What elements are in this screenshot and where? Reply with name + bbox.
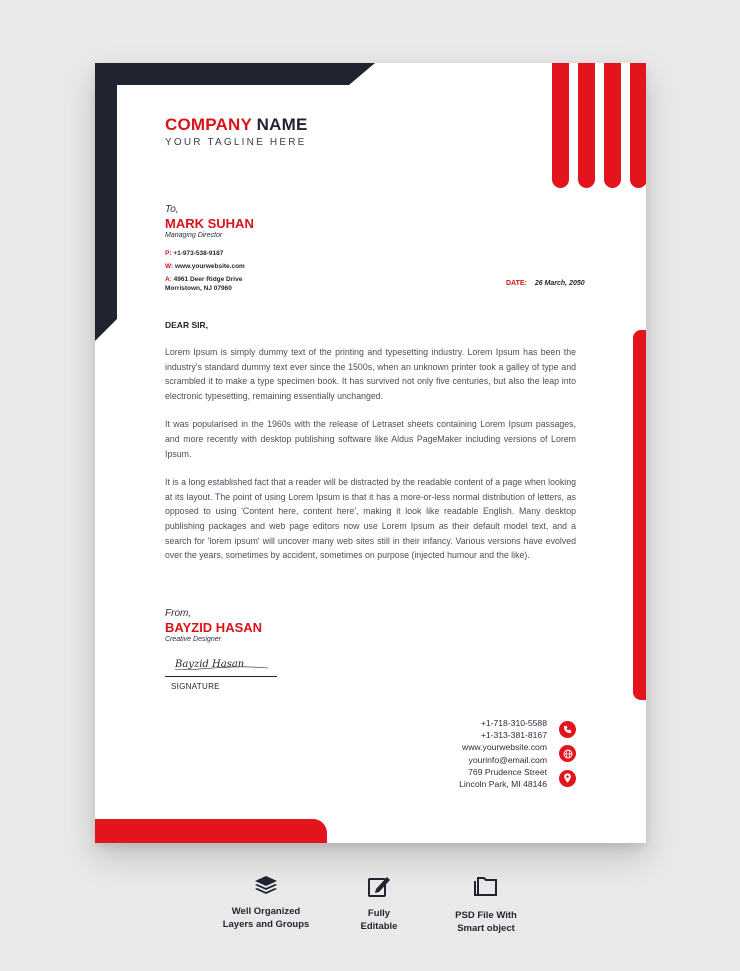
letter-body: [165, 345, 576, 577]
feature-label-line1: PSD File With: [455, 910, 517, 921]
contact-phone1: +1-718-310-5588: [480, 718, 547, 728]
contact-phone-group: [356, 717, 576, 741]
contact-address1: 769 Prudence Street: [468, 766, 547, 777]
signature-line: [165, 676, 277, 677]
sender-role: Creative Designer: [165, 636, 222, 643]
contact-phone2: +1-313-381-8167: [480, 730, 547, 741]
letterhead-sheet: [95, 63, 646, 843]
right-red-bar: [633, 330, 646, 700]
feature-psd: [436, 875, 536, 935]
body-paragraph: It was popularised in the 1960s with the release of Letraset sheets containing Lorem Ipsum passages, and more recently with desktop publishing software like Aldus PageMaker including versions of Lorem Ipsum.: [165, 419, 576, 459]
signature-text: Bayzid Hasan: [175, 659, 245, 670]
red-stripe: [578, 63, 595, 188]
company-name-red: COMPANY: [165, 115, 252, 134]
feature-label-line2: Smart object: [457, 923, 515, 934]
sender-block: [165, 608, 262, 643]
recipient-phone: P: +1-973-538-9187: [165, 250, 224, 257]
recipient-name: MARK SUHAN: [165, 216, 254, 231]
company-tagline: YOUR TAGLINE HERE: [165, 137, 307, 148]
body-paragraph: It is a long established fact that a reader will be distracted by the readable content of a page when looking at its layout. The point of using Lorem Ipsum is that it has a more-or-less normal distribution of letters, as opposed to using 'Content here, content here', making it look like readable English. Many desktop publishing packages and web page editors now use Lorem Ipsum as their default model text, and a search for 'lorem ipsum' will uncover many web sites still in their infancy. Various versions have evolved over the years, sometimes by accident, sometimes on purpose (injected humour and the like).: [165, 477, 576, 561]
contact-info: [356, 717, 576, 790]
company-logo: [165, 116, 308, 148]
red-stripe: [552, 63, 569, 188]
recipient-address: A: 4961 Deer Ridge Drive: [165, 276, 243, 283]
edit-icon: [367, 875, 391, 899]
signature-script: [173, 652, 273, 674]
from-label: From,: [165, 608, 192, 619]
date-label: DATE:: [506, 280, 527, 287]
recipient-web: W: www.yourwebsite.com: [165, 263, 245, 270]
phone-icon: [559, 721, 576, 738]
contact-email: yourinfo@email.com: [468, 754, 547, 765]
feature-editable: [340, 875, 418, 933]
date-value: 26 March, 2050: [534, 280, 585, 287]
recipient-block: [165, 204, 345, 293]
signature-area: [165, 652, 277, 691]
globe-icon: [559, 745, 576, 762]
contact-address-group: [356, 766, 576, 790]
recipient-address-line2: Morristown, NJ 07960: [165, 285, 232, 292]
location-pin-icon: [559, 770, 576, 787]
folder-icon: [474, 875, 498, 897]
feature-label-line2: Layers and Groups: [222, 919, 310, 930]
company-name-dark: NAME: [256, 115, 308, 134]
body-paragraph: Lorem Ipsum is simply dummy text of the printing and typesetting industry. Lorem Ipsum has been the industry's standard dummy text ever since the 1500s, when an unknown printer took a galley of type and scrambled it to make a type specimen book. It has survived not only five centuries, but also the leap into electronic typesetting, remaining essentially unchanged.: [165, 347, 576, 401]
signature-label: SIGNATURE: [171, 682, 220, 691]
contact-address2: Lincoln Park, MI 48146: [459, 779, 547, 790]
contact-website: www.yourwebsite.com: [461, 742, 547, 753]
contact-web-group: [356, 741, 576, 765]
salutation: DEAR SIR,: [165, 320, 208, 330]
to-label: To,: [165, 204, 179, 215]
company-name: [165, 116, 308, 134]
red-stripe: [604, 63, 621, 188]
bottom-red-bar: [95, 819, 327, 843]
feature-label-line1: Fully: [367, 908, 391, 919]
feature-label-line1: Well Organized: [231, 906, 301, 917]
feature-layers: [216, 875, 316, 931]
sender-name: BAYZID HASAN: [165, 620, 263, 635]
red-stripe: [630, 63, 646, 188]
letter-date: [506, 280, 585, 287]
feature-label-line2: Editable: [360, 921, 398, 932]
layers-icon: [254, 875, 278, 895]
recipient-role: Managing Director: [165, 232, 223, 239]
